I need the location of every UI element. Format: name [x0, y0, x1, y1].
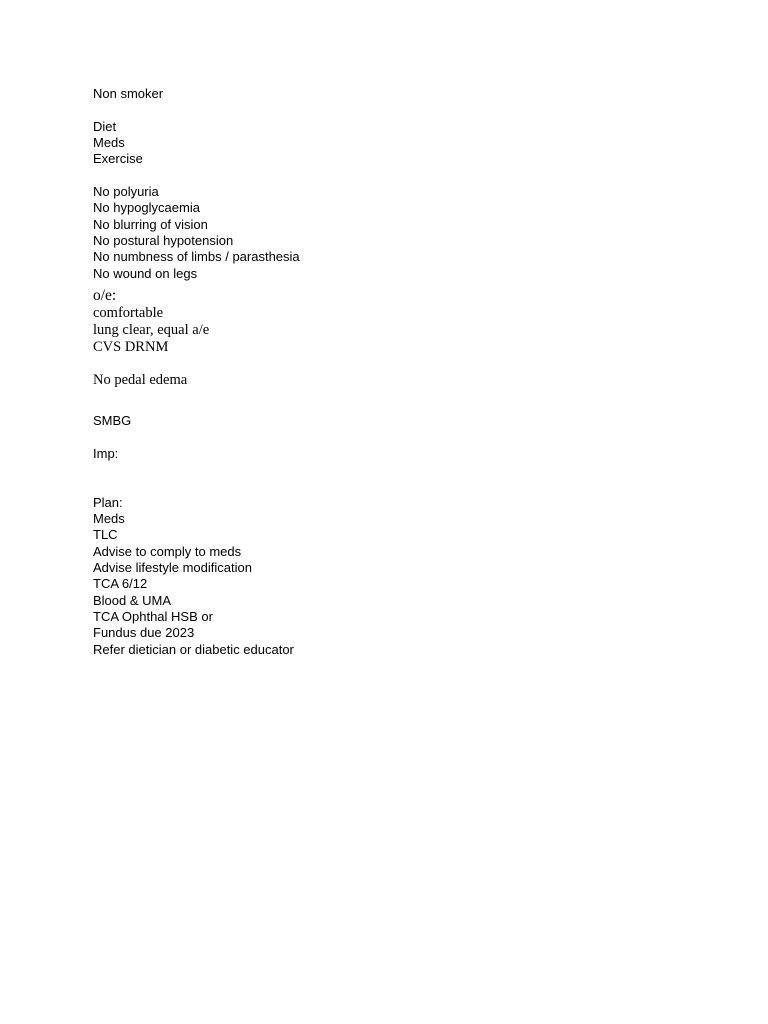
plan-item: Fundus due 2023: [93, 625, 195, 641]
plan-item: TLC: [93, 527, 118, 543]
smoking-status: Non smoker: [93, 86, 164, 101]
management-item: Diet: [93, 118, 117, 134]
smbg-label: SMBG: [93, 412, 132, 428]
examination-finding: CVS DRNM: [93, 338, 169, 355]
examination-finding: comfortable: [93, 304, 164, 321]
symptom-item: No numbness of limbs / parasthesia: [93, 249, 300, 265]
examination-section: [93, 288, 693, 388]
pedal-edema-finding: No pedal edema: [93, 371, 188, 388]
spacer: [93, 102, 693, 118]
symptom-item: No blurring of vision: [93, 216, 208, 232]
symptom-item: No polyuria: [93, 184, 159, 200]
plan-section: [93, 495, 693, 658]
symptom-item: No hypoglycaemia: [93, 200, 200, 216]
symptom-item: No postural hypotension: [93, 233, 234, 249]
spacer: [93, 462, 693, 495]
management-item: Meds: [93, 135, 125, 151]
plan-item: TCA Ophthal HSB or: [93, 609, 213, 625]
plan-item: Refer dietician or diabetic educator: [93, 641, 294, 657]
plan-heading: Plan:: [93, 494, 123, 510]
plan-item: Meds: [93, 511, 125, 527]
monitoring-section: [93, 397, 693, 495]
clinical-note: [93, 86, 693, 658]
examination-heading: o/e:: [93, 287, 117, 305]
plan-item: TCA 6/12: [93, 576, 148, 592]
spacer: [93, 168, 693, 184]
symptom-list: [93, 184, 693, 282]
plan-item: Advise lifestyle modification: [93, 560, 252, 576]
examination-finding: lung clear, equal a/e: [93, 321, 210, 338]
spacer: [93, 355, 693, 372]
plan-item: Advise to comply to meds: [93, 543, 242, 559]
management-list: [93, 119, 693, 168]
plan-item: Blood & UMA: [93, 592, 172, 608]
management-item: Exercise: [93, 151, 143, 167]
spacer: [93, 397, 693, 413]
symptom-item: No wound on legs: [93, 265, 198, 281]
spacer: [93, 429, 693, 445]
impression-label: Imp:: [93, 445, 119, 461]
